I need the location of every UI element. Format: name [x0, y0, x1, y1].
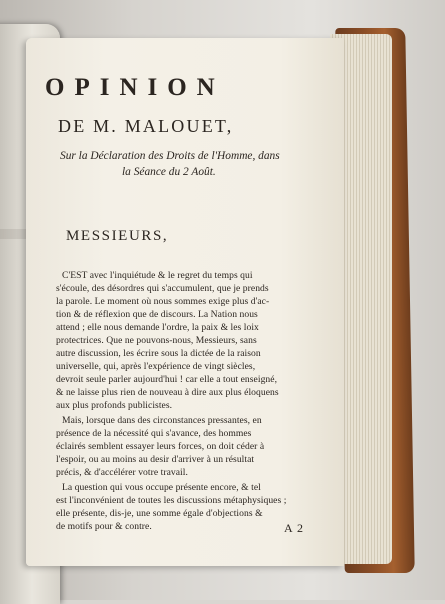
page-title: OPINION [45, 74, 225, 101]
body-line: La question qui vous occupe présente encore, & tel [62, 482, 261, 493]
body-line: protectrices. Que ne pouvons-nous, Messieurs, sans [56, 335, 257, 346]
body-line: tion & de réflexion que de discours. La Nation nous [56, 309, 258, 320]
subtitle-line-1: Sur la Déclaration des Droits de l'Homme, dans [60, 150, 280, 162]
body-line: devroit seule parler aujourd'hui ! car elle a tout enseigné, [56, 374, 278, 385]
subtitle-line-2: la Séance du 2 Août. [122, 166, 216, 178]
body-line: de motifs pour & contre. [56, 521, 152, 532]
body-line: C'EST avec l'inquiétude & le regret du temps qui [62, 270, 253, 281]
body-line: précis, & d'accélérer votre travail. [56, 467, 188, 478]
body-line: attend ; elle nous demande l'ordre, la paix & les loix [56, 322, 259, 333]
body-line: & ne laisse plus rien de nouveau à dire aux plus éloquens [56, 387, 279, 398]
left-page-bleed-through [0, 229, 28, 239]
body-line: autre discussion, les écrire sous la dictée de la raison [56, 348, 261, 359]
body-line: la parole. Le moment où nous sommes exige plus d'ac- [56, 296, 270, 307]
body-line: universelle, qui, après l'expérience de vingt siècles, [56, 361, 256, 372]
body-line: aux plus profonds publicistes. [56, 400, 173, 411]
body-line: est l'inconvénient de toutes les discussions métaphysiques ; [56, 495, 287, 506]
body-line: l'espoir, ou au moins au desir d'arriver à un résultat [56, 454, 255, 465]
salutation: MESSIEURS, [66, 228, 169, 244]
body-line: Mais, lorsque dans des circonstances pressantes, en [62, 415, 262, 426]
author-line: DE M. MALOUET, [58, 116, 234, 136]
body-line: s'écoule, des désordres qui s'accumulent, que je prends [56, 283, 269, 294]
body-line: éclairés semblent essayer leurs forces, on doit céder à [56, 441, 265, 452]
body-line: elle présente, dis-je, une somme égale d'objections & [56, 508, 263, 519]
body-line: présence de la nécessité qui s'avance, des hommes [56, 428, 252, 439]
catchword: A 2 [284, 521, 305, 535]
